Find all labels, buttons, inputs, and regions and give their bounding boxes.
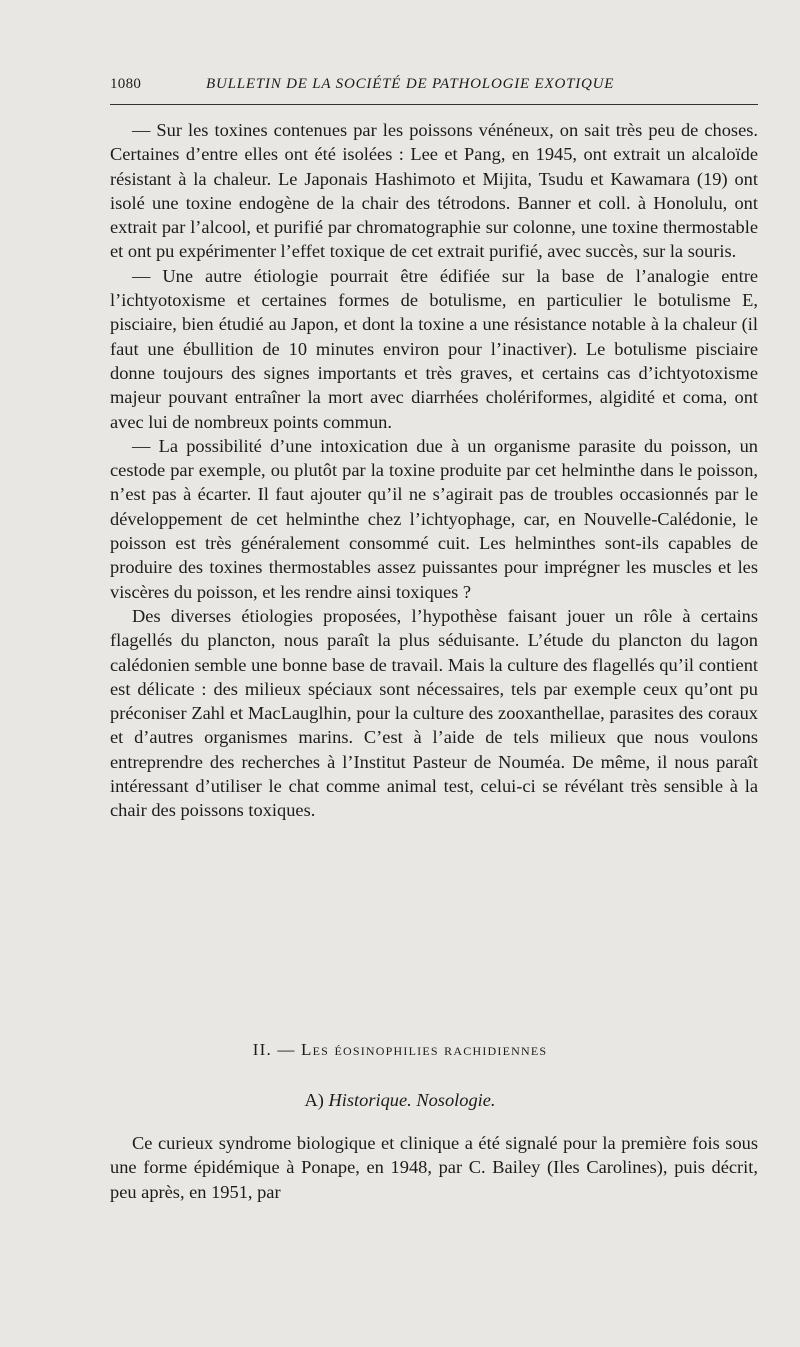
running-header <box>110 76 758 98</box>
paragraph-etiologies: Des diverses étiologies proposées, l’hypothèse faisant jouer un rôle à certains flagellés du plancton, nous paraît la plus séduisante. L’étude du plancton du lagon calédonien semble une bonne base de travail. Mais la culture des flagellés qu’il contient est délicate : des milieux spéciaux sont nécessaires, tels par exemple ceux qu’ont pu préconiser Zahl et MacLauglhin, pour la culture des zooxanthellae, parasites des coraux et d’autres organismes marins. C’est à l’aide de tels milieux que nous voulons entreprendre des recherches à l’Institut Pasteur de Nouméa. De même, il nous paraît intéressant d’utiliser le chat comme animal test, celui-ci se révélant très sensible à la chair des poissons toxiques. <box>110 605 758 821</box>
paragraph-botulisme: — Une autre étiologie pourrait être édifiée sur la base de l’analogie entre l’ichtyotoxisme et certaines formes de botulisme, en particulier le botulisme E, pisciaire, bien étudié au Japon, et dont la toxine a une résistance notable à la chaleur (il faut une ébullition de 10 minutes environ pour l’inactiver). Le botulisme pisciaire donne toujours des signes importants et très graves, et certains cas d’ichtyotoxisme majeur pouvant entraîner la mort avec diarrhées cholériformes, algidité et coma, ont avec lui de nombreux points commun. <box>110 265 758 432</box>
paragraph-syndrome: Ce curieux syndrome biologique et clinique a été signalé pour la première fois sous une forme épidémique à Ponape, en 1948, par C. Bailey (Iles Carolines), puis décrit, peu après, en 1951, par <box>110 1133 758 1202</box>
paragraph-toxines: — Sur les toxines contenues par les poissons vénéneux, on sait très peu de choses. Certaines d’entre elles ont été isolées : Lee et Pang, en 1945, ont extrait un alcaloïde résistant à la chaleur. Le Japonais Hashimoto et Mijita, Tsudu et Kawamara (19) ont isolé une toxine endogène de la chair des tétrodons. Banner et coll. à Honolulu, ont extrait par l’alcool, et purifié par chromatographie sur colonne, une toxine thermostable et ont pu expérimenter l’effet toxique de cet extrait purifié, avec succès, sur la souris. <box>110 120 758 262</box>
section-text <box>110 1131 758 1204</box>
subsection-label: A) <box>304 1090 324 1110</box>
journal-title: BULLETIN DE LA SOCIÉTÉ DE PATHOLOGIE EXOTIQUE <box>206 76 615 92</box>
main-text <box>110 118 758 823</box>
paragraph-helminthe: — La possibilité d’une intoxication due à un organisme parasite du poisson, un cestode par exemple, ou plutôt par la toxine produite par cet helminthe dans le poisson, n’est pas à écarter. Il faut ajouter qu’il ne s’agirait pas de troubles occasionnés par le développement de cet helminthe chez l’ichtyophage, car, en Nouvelle-Calédonie, le poisson est très généralement consommé cuit. Les helminthes sont-ils capables de produire des toxines thermostables assez puissantes pour imprégner les muscles et les viscères du poisson, et les rendre ainsi toxiques ? <box>110 435 758 602</box>
header-rule <box>110 104 758 105</box>
page-number: 1080 <box>110 76 142 92</box>
section-title: II. — Les éosinophilies rachidiennes <box>252 1040 548 1059</box>
subsection-title <box>0 1090 800 1111</box>
subsection-heading: Historique. Nosologie. <box>328 1090 496 1110</box>
